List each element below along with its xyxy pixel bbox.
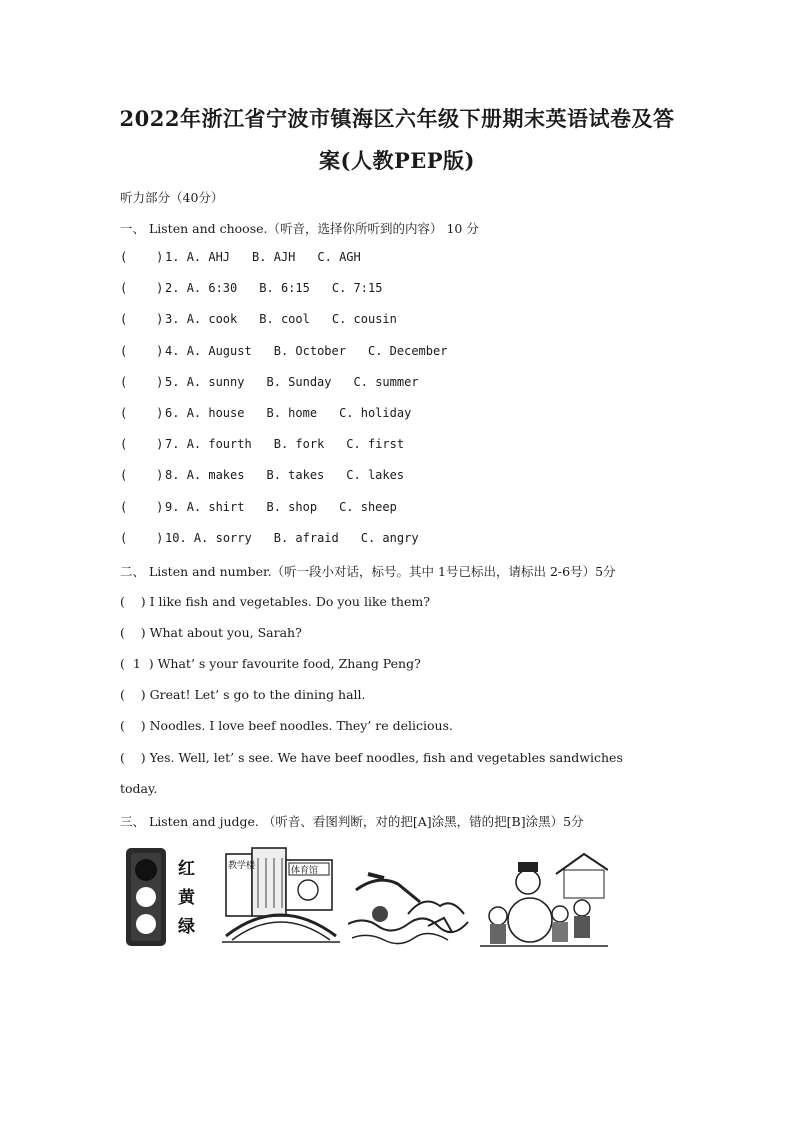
choice-question bbox=[120, 406, 411, 420]
option-a: A. August bbox=[186, 343, 252, 358]
listening-section-header: 听力部分（40分） bbox=[120, 190, 224, 205]
question-number: 4. bbox=[165, 343, 180, 358]
question-number: 9. bbox=[165, 499, 180, 514]
answer-blank[interactable]: ( ) bbox=[120, 437, 164, 452]
dialogue-line: ( 1 ) What’ s your favourite food, Zhang Peng? bbox=[120, 656, 421, 671]
choice-question bbox=[120, 312, 397, 326]
answer-blank[interactable]: ( ) bbox=[120, 281, 164, 296]
question-number: 10. bbox=[165, 530, 187, 545]
building-label-gym: 体育馆 bbox=[291, 866, 319, 876]
option-a: A. 6:30 bbox=[186, 281, 238, 296]
option-c: C. summer bbox=[353, 374, 419, 389]
option-a: A. AHJ bbox=[186, 250, 231, 264]
document-title-line-1: 2022年浙江省宁波市镇海区六年级下册期末英语试卷及答 bbox=[119, 106, 675, 131]
option-a: A. fourth bbox=[186, 437, 252, 452]
choice-question bbox=[120, 375, 419, 389]
answer-blank[interactable]: ( ) bbox=[120, 468, 164, 483]
answer-blank[interactable]: ( ) bbox=[120, 530, 164, 545]
option-b: B. fork bbox=[273, 437, 325, 452]
dialogue-line: ( ) Noodles. I love beef noodles. They’ re delicious. bbox=[120, 718, 453, 733]
question-number: 7. bbox=[165, 437, 180, 452]
question-number: 2. bbox=[165, 281, 180, 296]
choice-question bbox=[120, 500, 397, 514]
traffic-light-label-yellow: 黄 bbox=[178, 888, 195, 908]
section-3-pictures bbox=[122, 844, 608, 950]
answer-blank[interactable]: ( ) bbox=[120, 374, 164, 389]
option-b: B. cool bbox=[259, 312, 310, 327]
question-number: 5. bbox=[165, 374, 180, 389]
option-b: B. Sunday bbox=[266, 374, 332, 389]
question-number: 3. bbox=[165, 312, 180, 327]
snowman-image bbox=[480, 844, 608, 950]
dialogue-line: ( ) I like fish and vegetables. Do you like them? bbox=[120, 594, 430, 609]
traffic-light-image bbox=[122, 844, 214, 950]
dialogue-line: ( ) What about you, Sarah? bbox=[120, 625, 302, 640]
choice-question bbox=[120, 281, 382, 295]
question-number: 8. bbox=[165, 468, 180, 483]
answer-blank[interactable]: ( ) bbox=[120, 312, 164, 327]
option-c: C. angry bbox=[360, 530, 419, 545]
option-a: A. house bbox=[186, 406, 245, 420]
dialogue-line: ( ) Great! Let’ s go to the dining hall. bbox=[120, 687, 366, 702]
section-3-heading: 三、 Listen and judge. （听音、看图判断，对的把[A]涂黑，错的把[B]涂黑）5分 bbox=[120, 814, 584, 829]
option-b: B. home bbox=[266, 406, 318, 420]
option-c: C. first bbox=[346, 437, 405, 452]
option-c: C. 7:15 bbox=[331, 281, 383, 296]
document-title-line-2: 案(人教PEP版) bbox=[319, 148, 475, 173]
option-b: B. AJH bbox=[252, 250, 296, 264]
option-c: C. holiday bbox=[339, 406, 412, 420]
choice-question bbox=[120, 531, 419, 545]
dialogue-line: today. bbox=[120, 781, 158, 796]
answer-blank[interactable]: ( ) bbox=[120, 250, 164, 264]
option-a: A. makes bbox=[186, 468, 245, 483]
option-a: A. sunny bbox=[186, 374, 245, 389]
option-c: C. December bbox=[367, 343, 448, 358]
choice-question bbox=[120, 437, 404, 451]
choice-question bbox=[120, 344, 447, 358]
option-b: B. 6:15 bbox=[259, 281, 310, 296]
option-c: C. sheep bbox=[339, 499, 397, 514]
option-a: A. cook bbox=[186, 312, 238, 327]
traffic-light-label-red: 红 bbox=[178, 859, 195, 879]
answer-blank[interactable]: ( ) bbox=[120, 499, 164, 514]
option-c: C. lakes bbox=[346, 468, 405, 483]
answer-blank[interactable]: ( ) bbox=[120, 406, 164, 420]
option-a: A. shirt bbox=[186, 499, 245, 514]
option-b: B. October bbox=[273, 343, 346, 358]
answer-blank[interactable]: ( ) bbox=[120, 343, 164, 358]
option-b: B. takes bbox=[266, 468, 325, 483]
section-2-heading: 二、 Listen and number.（听一段小对话，标号。其中 1号已标出，请标出 2-6号）5分 bbox=[120, 564, 616, 579]
building-label-classroom: 教学楼 bbox=[228, 861, 256, 871]
school-buildings-image bbox=[222, 844, 340, 950]
swimming-image bbox=[348, 844, 472, 950]
dialogue-line: ( ) Yes. Well, let’ s see. We have beef noodles, fish and vegetables sandwiches bbox=[120, 750, 623, 765]
question-number: 6. bbox=[165, 406, 180, 420]
option-a: A. sorry bbox=[193, 530, 252, 545]
choice-question bbox=[120, 468, 404, 482]
option-c: C. AGH bbox=[317, 250, 361, 264]
option-b: B. shop bbox=[266, 499, 318, 514]
option-c: C. cousin bbox=[331, 312, 397, 327]
option-b: B. afraid bbox=[273, 530, 339, 545]
choice-question bbox=[120, 250, 361, 264]
question-number: 1. bbox=[165, 250, 180, 264]
traffic-light-label-green: 绿 bbox=[178, 917, 195, 937]
section-1-heading: 一、 Listen and choose.（听音，选择你所听到的内容） 10 分 bbox=[120, 221, 479, 236]
